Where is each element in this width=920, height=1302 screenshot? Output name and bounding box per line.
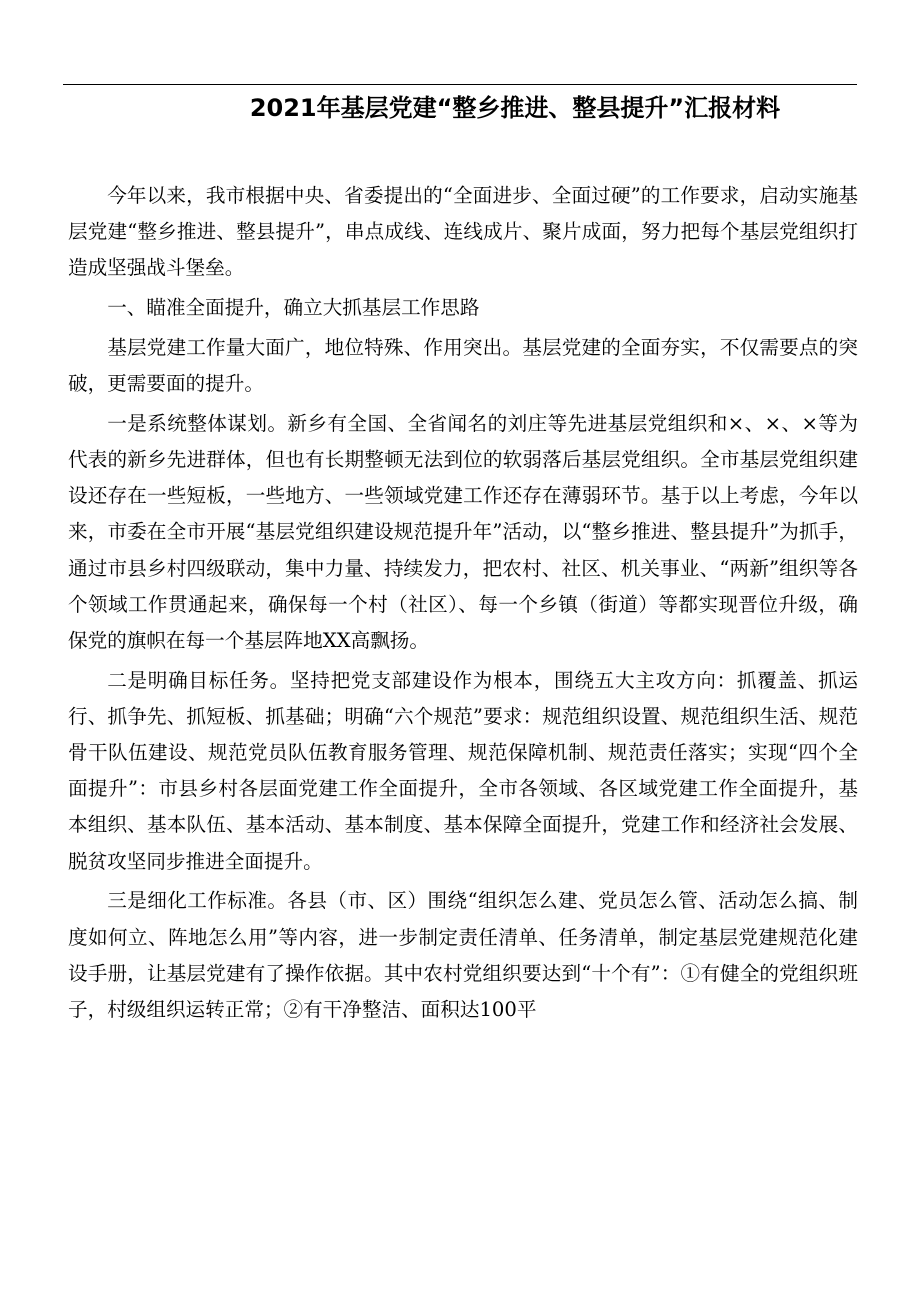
- document-body: [68, 178, 858, 1028]
- section-heading-1: 一、瞄准全面提升，确立大抓基层工作思路: [107, 296, 480, 320]
- paragraph-goals: 二是明确目标任务。坚持把党支部建设作为根本，围绕五大主攻方向：抓覆盖、抓运行、抓争先、抓短板、抓基础；明确“六个规范”要求：规范组织设置、规范组织生活、规范骨干队伍建设、规范党员队伍教育服务管理、规范保障机制、规范责任落实；实现“四个全面提升”：市县乡村各层面党建工作全面提升，全市各领域、各区域党建工作全面提升，基本组织、基本队伍、基本活动、基本制度、基本保障全面提升，党建工作和经济社会发展、脱贫攻坚同步推进全面提升。: [68, 668, 858, 873]
- paragraph-standards: 三是细化工作标准。各县（市、区）围绕“组织怎么建、党员怎么管、活动怎么搞、制度如何立、阵地怎么用”等内容，进一步制定责任清单、任务清单，制定基层党建规范化建设手册，让基层党建有了操作依据。其中农村党组织要达到“十个有”：①有健全的党组织班子，村级组织运转正常；②有干净整洁、面积达100平: [68, 889, 858, 1021]
- paragraph-planning: 一是系统整体谋划。新乡有全国、全省闻名的刘庄等先进基层党组织和×、×、×等为代表的新乡先进群体，但也有长期整顿无法到位的软弱落后基层党组织。全市基层党组织建设还存在一些短板，一些地方、一些领域党建工作还存在薄弱环节。基于以上考虑，今年以来，市委在全市开展“基层党组织建设规范提升年”活动，以“整乡推进、整县提升”为抓手，通过市县乡村四级联动，集中力量、持续发力，把农村、社区、机关事业、“两新”组织等各个领域工作贯通起来，确保每一个村（社区）、每一个乡镇（街道）等都实现晋位升级，确保党的旗帜在每一个基层阵地XX高飘扬。: [68, 411, 858, 652]
- paragraph-intro: 今年以来，我市根据中央、省委提出的“全面进步、全面过硬”的工作要求，启动实施基层党建“整乡推进、整县提升”，串点成线、连线成片、聚片成面，努力把每个基层党组织打造成坚强战斗堡垒。: [68, 184, 858, 280]
- header-rule: [63, 84, 857, 85]
- paragraph-overview: 基层党建工作量大面广，地位特殊、作用突出。基层党建的全面夯实，不仅需要点的突破，更需要面的提升。: [68, 335, 858, 396]
- document-title: 2021年基层党建“整乡推进、整县提升”汇报材料: [249, 94, 781, 122]
